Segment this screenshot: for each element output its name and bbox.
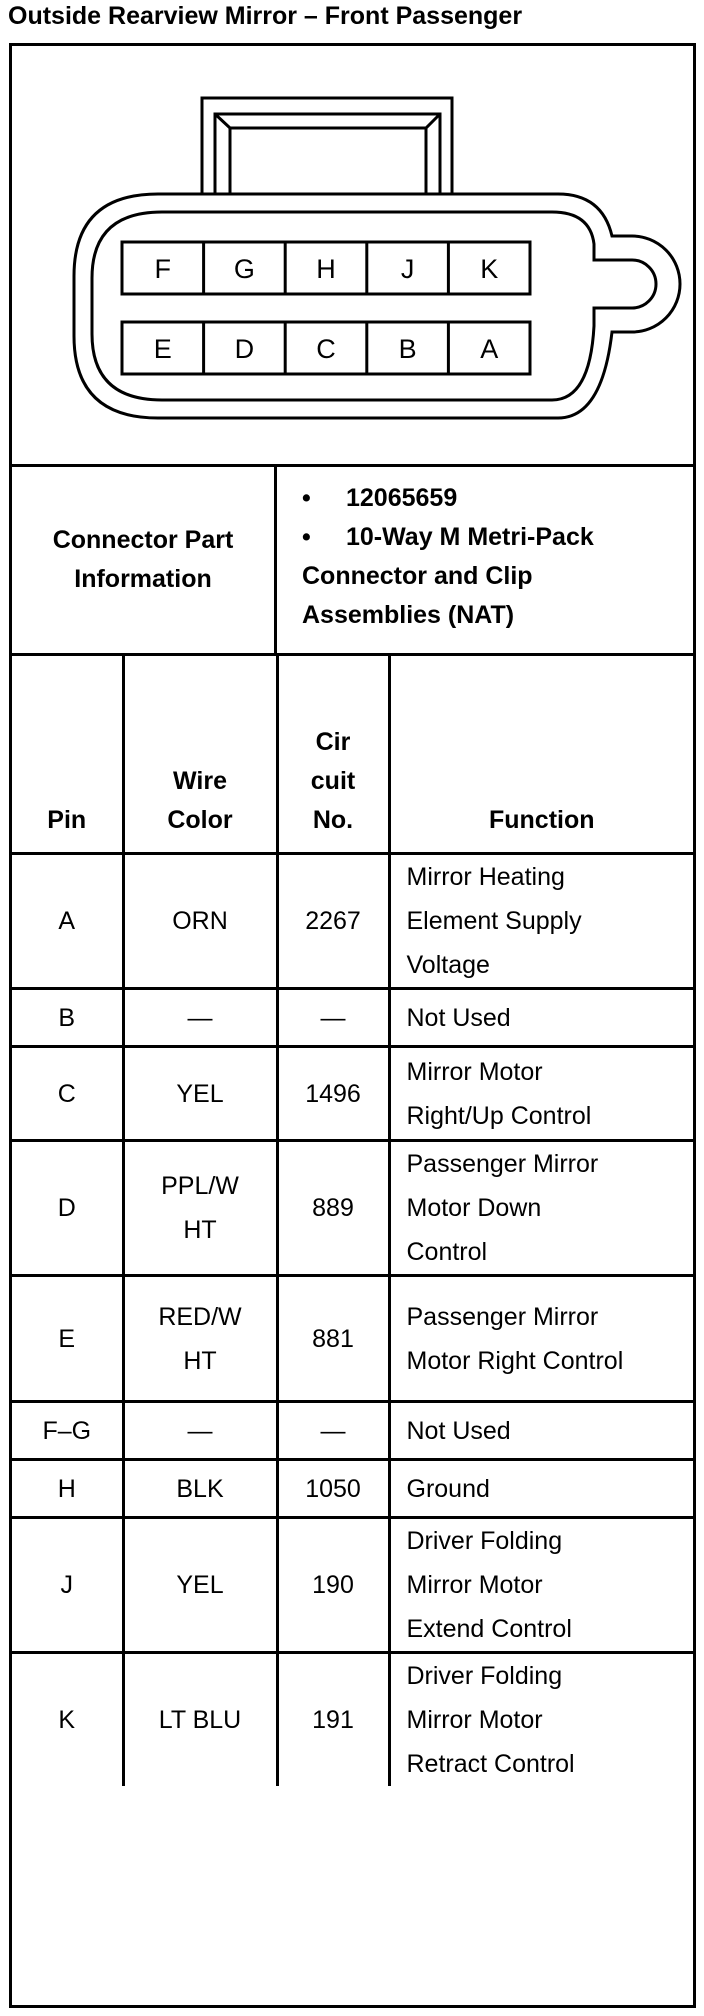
header-pin: Pin: [12, 656, 123, 854]
table-row: [12, 1141, 693, 1276]
table-row: [12, 1518, 693, 1653]
circuit-number-cell: 1496: [277, 1047, 389, 1141]
table-row: [12, 989, 693, 1047]
table-header-row: [12, 656, 693, 854]
pin-label-h: H: [316, 254, 336, 284]
pin-cell: K: [12, 1653, 123, 1787]
pin-label-c: C: [316, 334, 336, 364]
circuit-number-cell: 881: [277, 1276, 389, 1402]
wire-color-cell: —: [123, 989, 277, 1047]
pinout-rows: [12, 854, 693, 1787]
page-title: Outside Rearview Mirror – Front Passenger: [8, 2, 523, 30]
wire-color-cell: PPL/W HT: [123, 1141, 277, 1276]
pin-cell: B: [12, 989, 123, 1047]
function-cell: Mirror Heating Element Supply Voltage: [389, 854, 693, 989]
circuit-number-cell: 889: [277, 1141, 389, 1276]
bullet-icon: •: [302, 523, 311, 551]
function-cell: Not Used: [389, 1402, 693, 1460]
header-wire-color: Wire Color: [123, 656, 277, 854]
pin-cell: F–G: [12, 1402, 123, 1460]
pin-cell: A: [12, 854, 123, 989]
wire-color-cell: RED/W HT: [123, 1276, 277, 1402]
pin-label-d: D: [234, 334, 255, 364]
connector-diagram: [12, 46, 693, 467]
table-row: [12, 1047, 693, 1141]
pin-cell: D: [12, 1141, 123, 1276]
part-info-continuation: Connector and Clip: [302, 562, 533, 590]
circuit-number-cell: —: [277, 989, 389, 1047]
table-row: [12, 1460, 693, 1518]
function-cell: Not Used: [389, 989, 693, 1047]
pin-label-e: E: [153, 334, 172, 364]
function-cell: Driver Folding Mirror Motor Retract Control: [389, 1653, 693, 1787]
pin-label-b: B: [398, 334, 417, 364]
header-circuit-number: Cir cuit No.: [277, 656, 389, 854]
pinout-table: [12, 656, 693, 1786]
wire-color-cell: —: [123, 1402, 277, 1460]
header-function: Function: [389, 656, 693, 854]
part-info-list: [302, 479, 682, 635]
part-info-label: Connector Part Information: [12, 467, 277, 653]
function-cell: Passenger Mirror Motor Right Control: [389, 1276, 693, 1402]
circuit-number-cell: —: [277, 1402, 389, 1460]
wire-color-cell: ORN: [123, 854, 277, 989]
function-cell: Mirror Motor Right/Up Control: [389, 1047, 693, 1141]
wire-color-cell: YEL: [123, 1518, 277, 1653]
pin-label-g: G: [233, 254, 255, 284]
circuit-number-cell: 191: [277, 1653, 389, 1787]
part-info-continuation: Assemblies (NAT): [302, 601, 515, 629]
circuit-number-cell: 2267: [277, 854, 389, 989]
pin-label-f: F: [154, 254, 172, 284]
pin-label-a: A: [480, 334, 499, 364]
table-row: [12, 1653, 693, 1787]
connector-housing: [74, 194, 680, 418]
wire-color-cell: LT BLU: [123, 1653, 277, 1787]
connector-face-drawing: [12, 46, 693, 464]
circuit-number-cell: 1050: [277, 1460, 389, 1518]
table-row: [12, 1402, 693, 1460]
table-row: [12, 1276, 693, 1402]
part-info-item: [302, 479, 682, 518]
locking-tab: [202, 98, 452, 196]
connector-part-information: [12, 467, 693, 656]
pin-cell: E: [12, 1276, 123, 1402]
part-number: 12065659: [346, 484, 458, 512]
pin-cell: H: [12, 1460, 123, 1518]
connector-document-frame: [9, 43, 696, 2008]
part-info-item: • 10-Way M Metri-Pack: [302, 518, 682, 557]
function-cell: Passenger Mirror Motor Down Control: [389, 1141, 693, 1276]
function-cell: Driver Folding Mirror Motor Extend Control: [389, 1518, 693, 1653]
function-cell: Ground: [389, 1460, 693, 1518]
pin-cell: J: [12, 1518, 123, 1653]
wire-color-cell: YEL: [123, 1047, 277, 1141]
part-description: [302, 518, 682, 635]
pin-label-k: K: [480, 254, 499, 284]
circuit-number-cell: 190: [277, 1518, 389, 1653]
table-row: [12, 854, 693, 989]
bullet-icon: •: [302, 484, 311, 512]
pin-cell: C: [12, 1047, 123, 1141]
wire-color-cell: BLK: [123, 1460, 277, 1518]
pin-label-j: J: [400, 254, 415, 284]
